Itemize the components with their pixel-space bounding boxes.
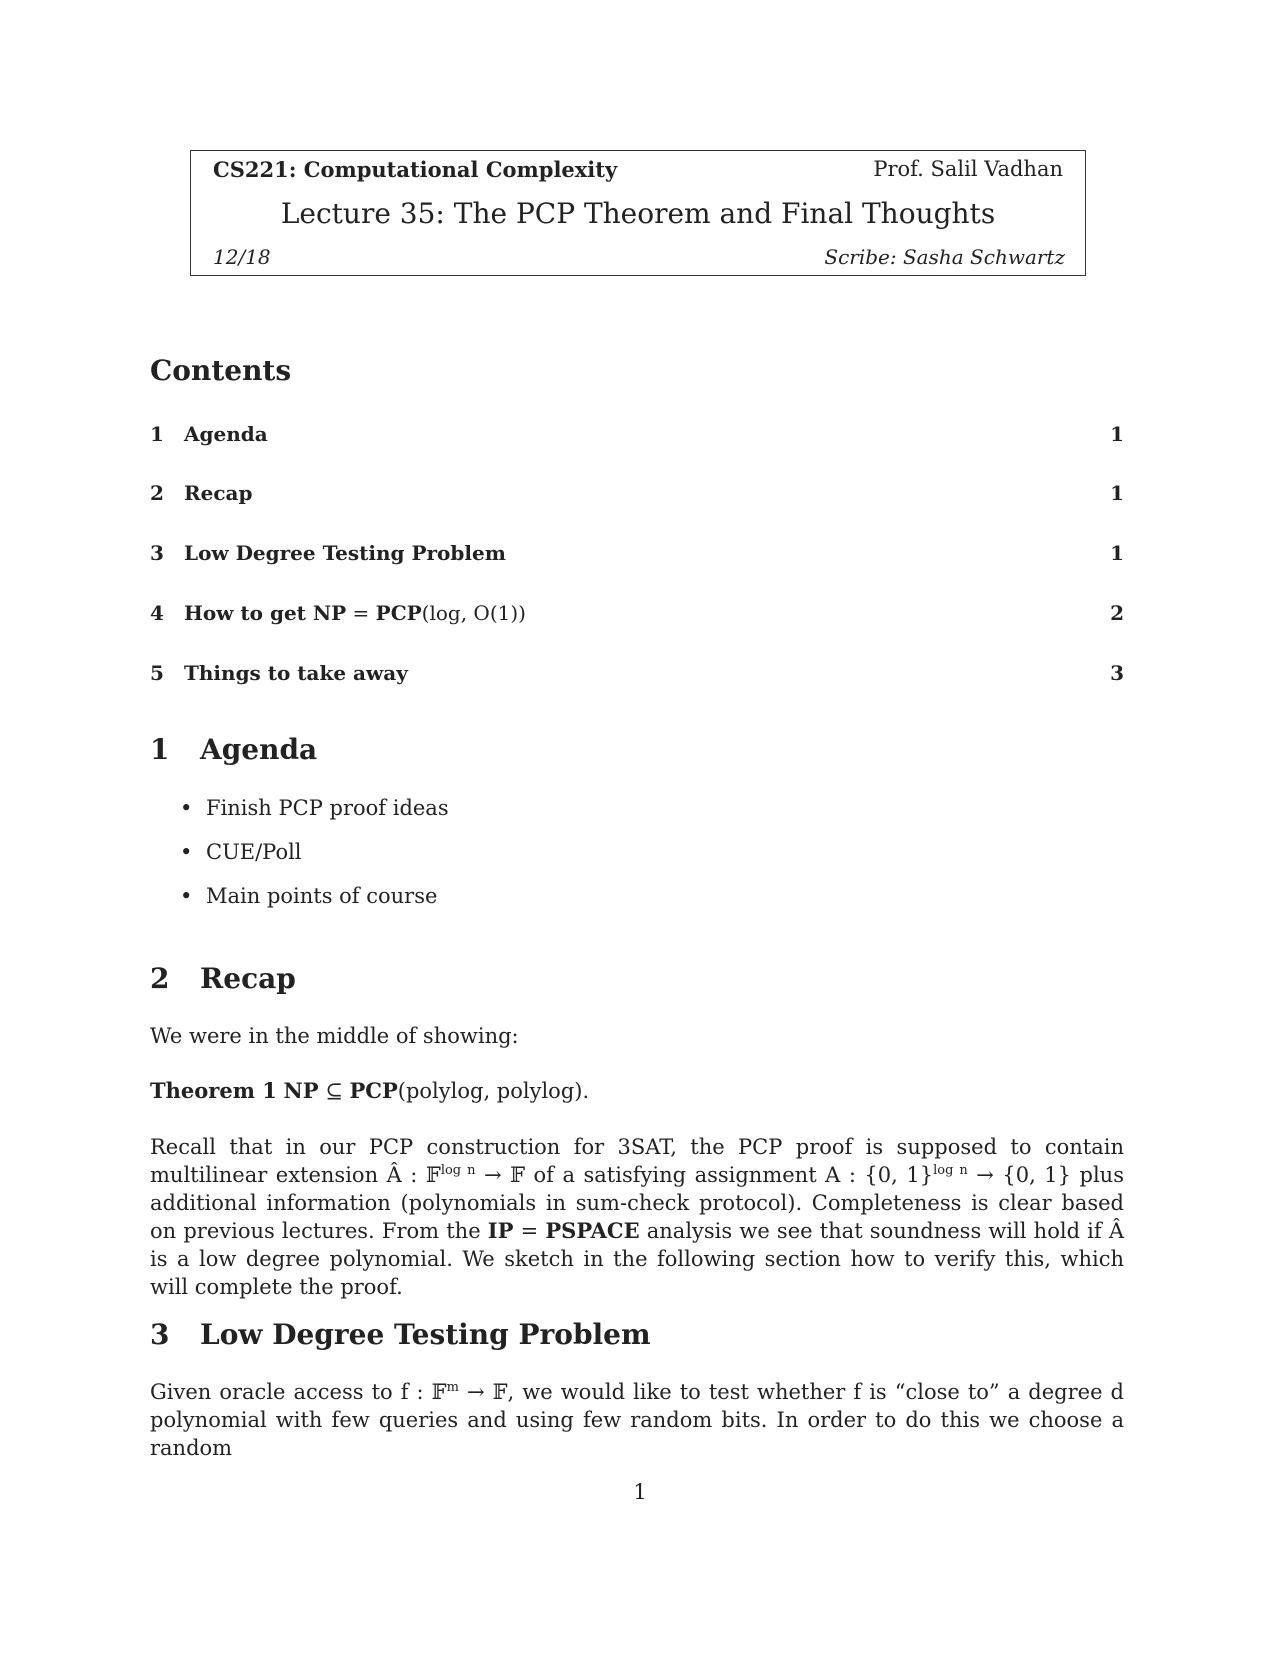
toc-entry-number: 4 — [150, 601, 164, 625]
section-number: 2 — [150, 962, 170, 995]
toc-entry-np-pcp[interactable] — [150, 601, 1124, 631]
toc-entry-title: Recap — [184, 481, 253, 505]
section-heading-agenda — [150, 733, 317, 766]
bullet-icon: • — [180, 796, 193, 820]
theorem-np: NP — [283, 1078, 319, 1103]
toc-entry-page: 1 — [1110, 422, 1124, 446]
section-number: 1 — [150, 733, 170, 766]
lecture-date: 12/18 — [213, 245, 271, 269]
toc-entry-page: 3 — [1110, 661, 1124, 685]
recap-text: analysis we see that soundness will hold if Â is a low degree polynomial. We sketch in the following section how to verify this, which will complete the proof. — [150, 1219, 1124, 1299]
scribe-name: Scribe: Sasha Schwartz — [824, 245, 1065, 269]
bullet-icon: • — [180, 884, 193, 908]
superscript: log n — [933, 1163, 968, 1178]
toc-entry-page: 1 — [1110, 481, 1124, 505]
toc-title-prefix: How to get NP — [184, 601, 347, 625]
list-item — [180, 884, 449, 928]
toc-entry-things-to-take-away[interactable] — [150, 661, 1124, 691]
section-number: 3 — [150, 1318, 170, 1351]
recap-intro: We were in the middle of showing: — [150, 1024, 519, 1048]
agenda-list — [180, 796, 449, 928]
toc-title-equals: = — [346, 601, 376, 625]
recap-body — [150, 1133, 1124, 1301]
toc-heading: Contents — [150, 354, 292, 387]
pspace-class: PSPACE — [545, 1218, 640, 1243]
lecture-title: Lecture 35: The PCP Theorem and Final Thoughts — [280, 197, 996, 230]
recap-text: → 𝔽 of a satisfying assignment A : {0, 1} — [475, 1163, 934, 1187]
toc-entry-recap[interactable] — [150, 481, 1124, 511]
theorem-args: (polylog, polylog). — [397, 1079, 590, 1103]
professor-name: Prof. Salil Vadhan — [873, 157, 1063, 181]
theorem-1 — [150, 1077, 1124, 1105]
toc-entry-title: Agenda — [184, 422, 268, 446]
section-title: Low Degree Testing Problem — [200, 1318, 651, 1351]
list-item — [180, 840, 449, 884]
list-item-text: Main points of course — [206, 884, 438, 908]
toc-entry-number: 5 — [150, 661, 164, 685]
recap-text: Recall that in our PCP construction for 3SAT, the PCP proof is supposed to contain multilinear extension Â : 𝔽 — [150, 1135, 1124, 1187]
section-title: Agenda — [200, 733, 318, 766]
section-heading-recap — [150, 962, 296, 995]
ldt-text: Given oracle access to f : 𝔽 — [150, 1380, 447, 1404]
toc-entry-title: Things to take away — [184, 661, 408, 685]
recap-text: → {0, 1} plus additional information (polynomials in sum-check protocol). Completeness is clear based on previous lectures. From the — [150, 1163, 1124, 1243]
toc-entry-number: 3 — [150, 541, 164, 565]
ldt-body — [150, 1378, 1124, 1462]
toc-entry-number: 2 — [150, 481, 164, 505]
superscript: log n — [440, 1163, 476, 1178]
toc-entry-title: Low Degree Testing Problem — [184, 541, 506, 565]
superscript: m — [446, 1380, 459, 1395]
equals-sign: = — [513, 1219, 546, 1243]
toc-title-math: (log, O(1)) — [421, 601, 526, 625]
lecture-header-box — [190, 150, 1086, 276]
course-name: CS221: Computational Complexity — [213, 157, 618, 182]
bullet-icon: • — [180, 840, 193, 864]
toc-title-pcp: PCP — [375, 601, 422, 625]
toc-entry-low-degree-testing[interactable] — [150, 541, 1124, 571]
toc-entry-page: 1 — [1110, 541, 1124, 565]
page-number: 1 — [633, 1480, 647, 1504]
list-item-text: CUE/Poll — [206, 840, 302, 864]
toc-entry-page: 2 — [1110, 601, 1124, 625]
theorem-label: Theorem 1 — [150, 1078, 277, 1103]
section-title: Recap — [200, 962, 296, 995]
ip-class: IP — [487, 1218, 514, 1243]
toc-entry-title — [184, 601, 526, 625]
toc-entry-number: 1 — [150, 422, 164, 446]
list-item-text: Finish PCP proof ideas — [206, 796, 449, 820]
section-heading-low-degree-testing — [150, 1318, 651, 1351]
theorem-pcp: PCP — [349, 1078, 398, 1103]
ldt-text: → 𝔽, we would like to test whether f is “close to” a degree d polynomial with few queries and using few random bits. In order to do this we choose a random — [150, 1380, 1124, 1460]
theorem-subset: ⊆ — [318, 1079, 350, 1103]
list-item — [180, 796, 449, 840]
toc-entry-agenda[interactable] — [150, 422, 1124, 452]
